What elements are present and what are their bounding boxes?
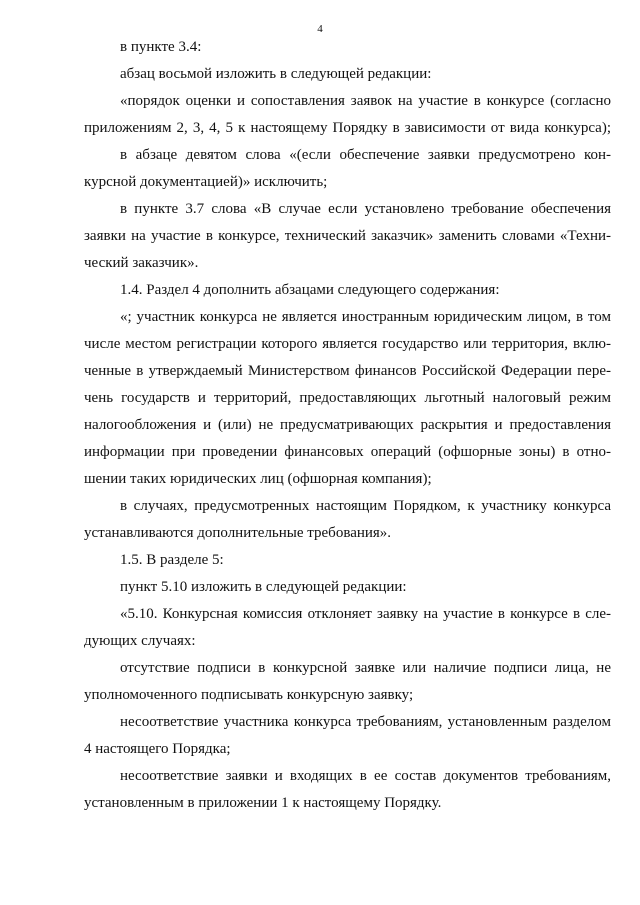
text-line: 1.4. Раздел 4 дополнить абзацами следующего содержания: (120, 282, 500, 298)
text-line: «порядок оценки и сопоставления заявок на участие в конкурсе (согласно (120, 93, 611, 109)
text-line: отсутствие подписи в конкурсной заявке или наличие подписи лица, не (120, 660, 611, 676)
text-line: ческий заказчик». (84, 255, 199, 271)
text-line: 1.5. В разделе 5: (120, 552, 224, 568)
text-line: в абзаце девятом слова «(если обеспечение заявки предусмотрено кон- (120, 147, 611, 163)
page-number: 4 (317, 23, 323, 35)
text-line: заявки на участие в конкурсе, технический заказчик» заменить словами «Техни- (84, 228, 611, 244)
document-body (84, 34, 611, 817)
text-line: несоответствие заявки и входящих в ее состав документов требованиям, (120, 768, 611, 784)
text-line: числе местом регистрации которого является государство или территория, вклю- (84, 336, 611, 352)
text-line: шении таких юридических лиц (офшорная компания); (84, 471, 432, 487)
text-line: ченные в утверждаемый Министерством финансов Российской Федерации пере- (84, 363, 611, 379)
text-line: «; участник конкурса не является иностранным юридическим лицом, в том (120, 309, 611, 325)
text-line: чень государств и территорий, предоставляющих льготный налоговый режим (84, 390, 611, 406)
text-line: курсной документацией)» исключить; (84, 174, 328, 190)
text-line: установленным в приложении 1 к настоящему Порядку. (84, 795, 442, 811)
text-line: налогообложения и (или) не предусматривающих раскрытия и предоставления (84, 417, 611, 433)
text-line: дующих случаях: (84, 633, 196, 649)
text-line: в пункте 3.4: (120, 39, 202, 55)
text-line: абзац восьмой изложить в следующей редакции: (120, 66, 432, 82)
text-line: несоответствие участника конкурса требованиям, установленным разделом (120, 714, 611, 730)
text-line: информации при проведении финансовых операций (офшорные зоны) в отно- (84, 444, 611, 460)
text-line: в пункте 3.7 слова «В случае если установлено требование обеспечения (120, 201, 611, 217)
text-line: приложениям 2, 3, 4, 5 к настоящему Порядку в зависимости от вида конкурса); (84, 120, 611, 136)
text-line: устанавливаются дополнительные требования». (84, 525, 392, 541)
text-line: пункт 5.10 изложить в следующей редакции: (120, 579, 407, 595)
text-line: 4 настоящего Порядка; (84, 741, 231, 757)
text-line: уполномоченного подписывать конкурсную заявку; (84, 687, 414, 703)
text-line: в случаях, предусмотренных настоящим Порядком, к участнику конкурса (120, 498, 611, 514)
text-line: «5.10. Конкурсная комиссия отклоняет заявку на участие в конкурсе в сле- (120, 606, 611, 622)
